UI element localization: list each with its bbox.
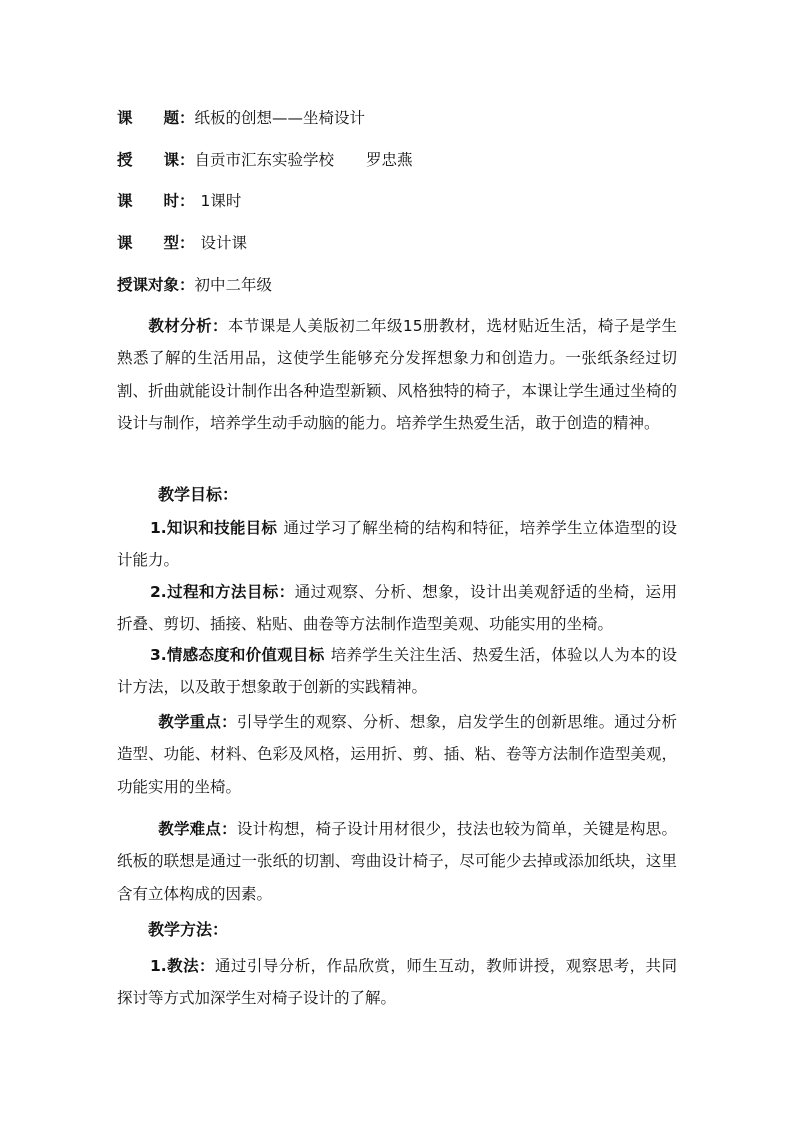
method-1-text: 通过引导分析，作品欣赏，师生互动，教师讲授，观察思考，共同探讨等方式加深学生对椅子设计的了解。	[117, 957, 677, 1008]
key-points-label: 教学重点：	[158, 713, 237, 731]
teacher-school: 自贡市汇东实验学校	[194, 151, 335, 169]
material-analysis	[117, 310, 677, 439]
goal-3-text: 培养学生关注生活、热爱生活，体验以人为本的设计方法，以及敢于想象敢于创新的实践精神。	[117, 646, 677, 697]
goal-item-3	[117, 639, 677, 704]
goal-3-label: 3.情感态度和价值观目标	[150, 646, 325, 664]
period-label: 课 时：	[117, 192, 195, 210]
topic-value: 纸板的创想——坐椅设计	[194, 109, 366, 127]
type-row	[117, 233, 677, 253]
goal-item-1	[117, 512, 677, 577]
type-value: 设计课	[200, 234, 248, 252]
topic-label: 课 题：	[117, 109, 195, 127]
audience-row	[117, 275, 677, 295]
teacher-row	[117, 150, 677, 170]
goal-2-text: 通过观察、分析、想象，设计出美观舒适的坐椅，运用折叠、剪切、插接、粘贴、曲卷等方法制作造型美观、功能实用的坐椅。	[117, 583, 677, 634]
material-text: 本节课是人美版初二年级15册教材，选材贴近生活，椅子是学生熟悉了解的生活用品，这使学生能够充分发挥想象力和创造力。一张纸条经过切割、折曲就能设计制作出各种造型新颖、风格独特的椅子，本课让学生通过坐椅的设计与制作，培养学生动手动脑的能力。培养学生热爱生活，敢于创造的精神。	[117, 317, 677, 432]
teacher-name: 罗忠燕	[366, 151, 413, 169]
teacher-label: 授 课：	[117, 151, 195, 169]
audience-label: 授课对象：	[117, 276, 195, 294]
topic-row	[117, 108, 677, 128]
difficulties	[117, 813, 677, 910]
difficulties-text: 设计构想，椅子设计用材很少，技法也较为简单，关键是构思。纸板的联想是通过一张纸的切割、弯曲设计椅子，尽可能少去掉或添加纸块，这里含有立体构成的因素。	[117, 820, 677, 903]
period-row	[117, 191, 677, 211]
material-label: 教材分析：	[148, 317, 228, 335]
goal-item-2	[117, 576, 677, 641]
difficulties-label: 教学难点：	[158, 820, 237, 838]
key-points-text: 引导学生的观察、分析、想象，启发学生的创新思维。通过分析造型、功能、材料、色彩及风格，运用折、剪、插、粘、卷等方法制作造型美观，功能实用的坐椅。	[117, 713, 677, 796]
audience-value: 初中二年级	[194, 276, 273, 294]
goal-2-label: 2.过程和方法目标：	[150, 583, 295, 601]
method-1-label: 1.教法：	[150, 957, 215, 975]
period-value: 1课时	[200, 192, 242, 210]
methods-heading: 教学方法：	[148, 920, 229, 939]
method-item-1	[117, 950, 677, 1015]
goal-1-label: 1.知识和技能目标	[150, 519, 278, 537]
goals-heading: 教学目标：	[158, 485, 239, 504]
type-label: 课 型：	[117, 234, 195, 252]
key-points	[117, 706, 677, 803]
goal-1-text: 通过学习了解坐椅的结构和特征，培养学生立体造型的设计能力。	[117, 519, 677, 570]
